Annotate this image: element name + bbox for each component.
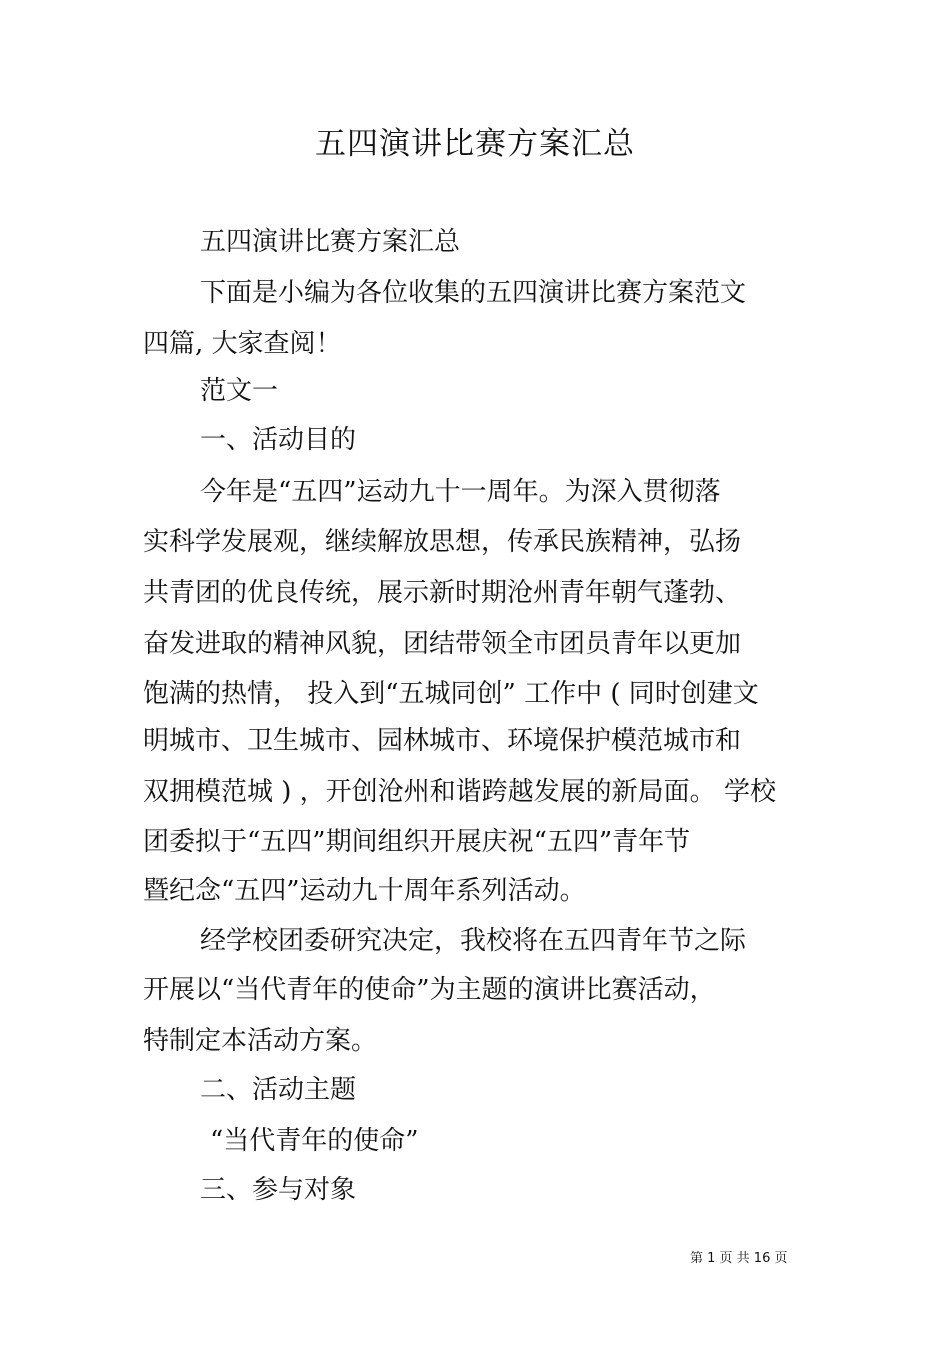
text-line: 三、参与对象 [200, 1175, 357, 1205]
text-line: 开展以“当代青年的使命”为主题的演讲比赛活动， [143, 975, 716, 1005]
text-line: “当代青年的使命” [210, 1126, 419, 1156]
page-footer: 第 1 页 共 16 页 [690, 1251, 788, 1266]
text-line: 共青团的优良传统，展示新时期沧州青年朝气蓬勃、 [143, 578, 742, 608]
text-line: 经学校团委研究决定，我校将在五四青年节之际 [200, 926, 747, 956]
text-line: 奋发进取的精神风貌，团结带领全市团员青年以更加 [143, 629, 742, 659]
document-title: 五四演讲比赛方案汇总 [315, 126, 635, 162]
text-line: 饱满的热情， 投入到“五城同创” 工作中 ( 同时创建文 [143, 679, 759, 709]
text-line: 下面是小编为各位收集的五四演讲比赛方案范文 [200, 278, 747, 308]
text-line: 二、活动主题 [200, 1075, 357, 1105]
text-line: 双拥模范城 ) ，开创沧州和谐跨越发展的新局面。 学校 [143, 777, 776, 807]
text-line: 暨纪念“五四”运动九十周年系列活动。 [143, 876, 586, 906]
text-line: 五四演讲比赛方案汇总 [200, 227, 461, 257]
text-line: 范文一 [200, 376, 279, 406]
text-line: 一、活动目的 [200, 425, 357, 455]
text-line: 今年是“五四”运动九十一周年。为深入贯彻落 [200, 477, 721, 507]
text-line: 明城市、卫生城市、园林城市、环境保护模范城市和 [143, 726, 742, 756]
text-line: 特制定本活动方案。 [143, 1026, 378, 1056]
text-line: 团委拟于“五四”期间组织开展庆祝“五四”青年节 [143, 827, 691, 857]
text-line: 四篇, 大家查阅！ [143, 329, 342, 359]
text-line: 实科学发展观，继续解放思想，传承民族精神，弘扬 [143, 527, 742, 557]
